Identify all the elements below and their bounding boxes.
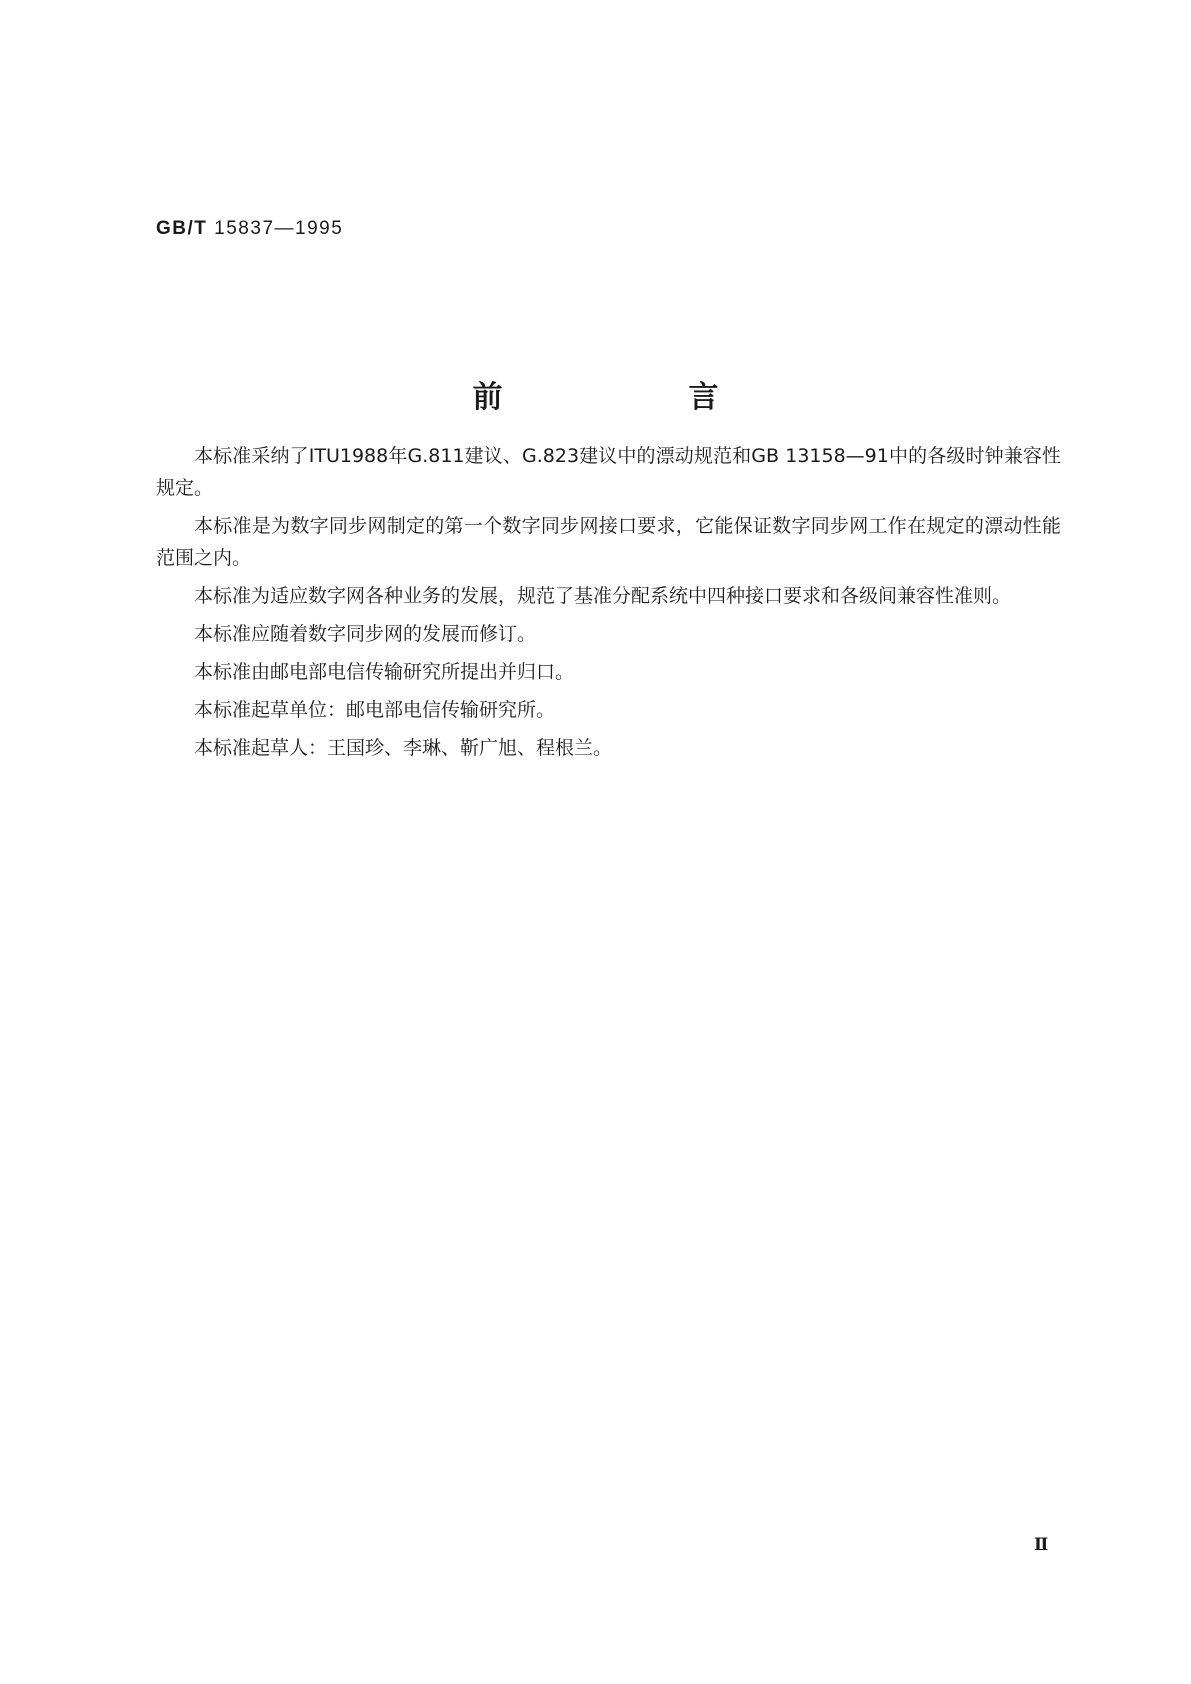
paragraph: 本标准应随着数字同步网的发展而修订。 — [194, 623, 537, 645]
document-code — [156, 218, 343, 240]
foreword-body — [156, 440, 1061, 770]
paragraph: 本标准起草单位：邮电部电信传输研究所。 — [194, 699, 556, 721]
paragraph: 本标准是为数字同步网制定的第一个数字同步网接口要求，它能保证数字同步网工作在规定的漂动性能范围之内。 — [156, 515, 1061, 569]
section-title: 前 言 — [472, 380, 797, 415]
standard-prefix: GB/T — [156, 218, 208, 239]
paragraph: 本标准采纳了ITU1988年G.811建议、G.823建议中的漂动规范和GB 13158—91中的各级时钟兼容性规定。 — [156, 445, 1061, 499]
page-number: Ⅱ — [1034, 1535, 1049, 1555]
paragraph: 本标准由邮电部电信传输研究所提出并归口。 — [194, 661, 575, 683]
standard-number: 15837—1995 — [214, 218, 344, 239]
paragraph: 本标准为适应数字网各种业务的发展，规范了基准分配系统中四种接口要求和各级间兼容性准则。 — [194, 585, 1012, 607]
paragraph: 本标准起草人：王国珍、李琳、靳广旭、程根兰。 — [194, 737, 613, 759]
